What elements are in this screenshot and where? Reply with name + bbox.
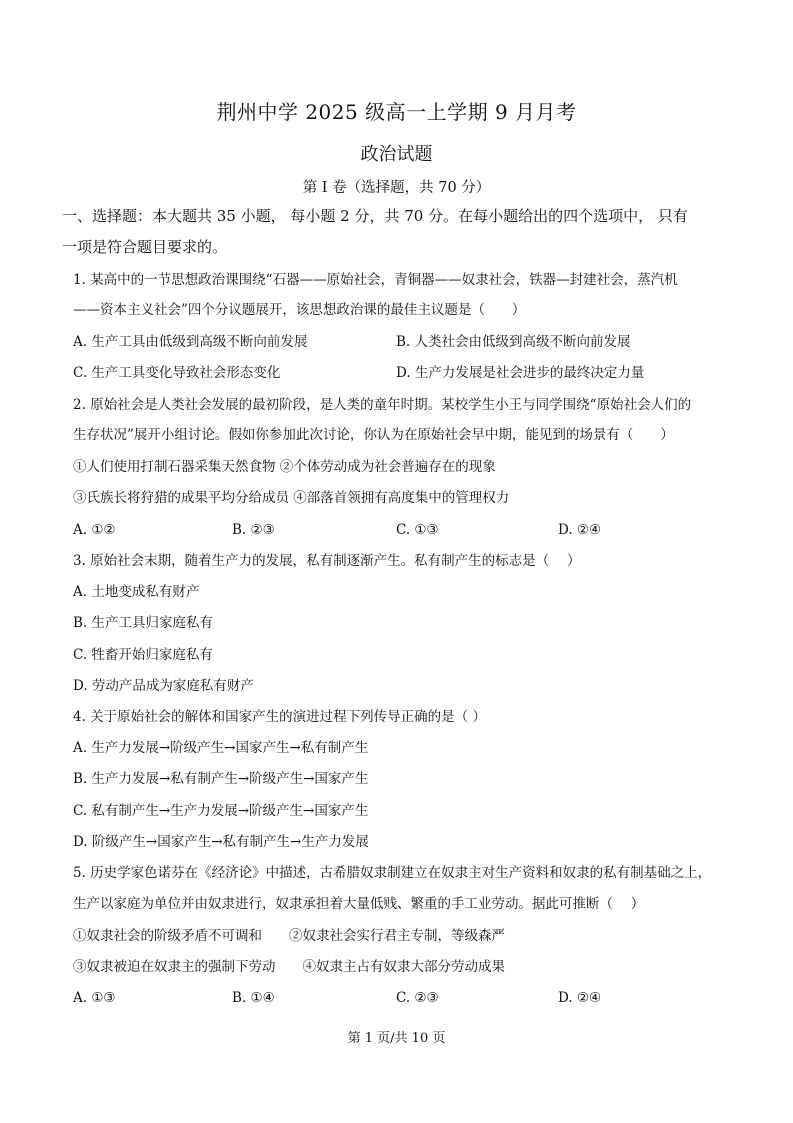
q2-stem-line2: 生存状况”展开小组讨论。假如你参加此次讨论，你认为在原始社会早中期，能见到的场景有（ ） — [73, 427, 674, 443]
q5-option-c: C. ②③ — [396, 990, 439, 1006]
volume-heading: 第 I 卷（选择题，共 70 分） — [302, 180, 491, 196]
q1-stem-line1: 1. 某高中的一节思想政治课围绕“石器——原始社会，青铜器——奴隶社会，铁器—封建社会，蒸汽机 — [73, 272, 678, 288]
q2-stem-line1: 2. 原始社会是人类社会发展的最初阶段，是人类的童年时期。某校学生小王与同学围绕“原始社会人们的 — [73, 397, 692, 413]
q4-stem: 4. 关于原始社会的解体和国家产生的演进过程下列传导正确的是（ ） — [73, 709, 486, 725]
q1-option-d: D. 生产力发展是社会进步的最终决定力量 — [396, 365, 645, 381]
q2-option-a: A. ①② — [73, 522, 116, 538]
section-instructions-line1: 一、选择题：本大题共 35 小题， 每小题 2 分，共 70 分。在每小题给出的四个选项中， 只有 — [62, 207, 688, 225]
q1-option-b: B. 人类社会由低级到高级不断向前发展 — [396, 334, 631, 350]
q5-stem-line1: 5. 历史学家色诺芬在《经济论》中描述，古希腊奴隶制建立在奴隶主对生产资料和奴隶的私有制基础之上， — [73, 865, 712, 881]
page-title: 荆州中学 2025 级高一上学期 9 月月考 — [216, 100, 577, 124]
q3-stem: 3. 原始社会末期，随着生产力的发展，私有制逐渐产生。私有制产生的标志是（ ） — [73, 553, 581, 569]
q1-option-c: C. 生产工具变化导致社会形态变化 — [73, 365, 281, 381]
q5-statements-line1: ①奴隶社会的阶级矛盾不可调和 ②奴隶社会实行君主专制，等级森严 — [73, 928, 505, 944]
q5-option-b: B. ①④ — [232, 990, 275, 1006]
q2-option-c: C. ①③ — [396, 522, 439, 538]
q5-stem-line2: 生产以家庭为单位并由奴隶进行，奴隶承担着大量低贱、繁重的手工业劳动。据此可推断（ ） — [73, 896, 645, 912]
q1-stem-line2: ——资本主义社会”四个分议题展开，该思想政治课的最佳主议题是（ ） — [73, 302, 526, 318]
q4-option-c: C. 私有制产生→生产力发展→阶级产生→国家产生 — [73, 803, 369, 819]
q3-option-d: D. 劳动产品成为家庭私有财产 — [73, 678, 254, 694]
q4-option-a: A. 生产力发展→阶级产生→国家产生→私有制产生 — [73, 740, 369, 756]
q2-statements-line2: ③氏族长将狩猎的成果平均分给成员 ④部落首领拥有高度集中的管理权力 — [73, 490, 510, 506]
q3-option-a: A. 土地变成私有财产 — [73, 584, 200, 600]
q5-option-a: A. ①③ — [73, 990, 116, 1006]
q4-option-b: B. 生产力发展→私有制产生→阶级产生→国家产生 — [73, 771, 369, 787]
q3-option-b: B. 生产工具归家庭私有 — [73, 615, 214, 631]
q4-option-d: D. 阶级产生→国家产生→私有制产生→生产力发展 — [73, 834, 369, 850]
page-number: 第 1 页/共 10 页 — [347, 1031, 446, 1046]
q3-option-c: C. 牲畜开始归家庭私有 — [73, 647, 213, 663]
q2-statements-line1: ①人们使用打制石器采集天然食物 ②个体劳动成为社会普遍存在的现象 — [73, 459, 496, 475]
q2-option-d: D. ②④ — [558, 522, 602, 538]
q5-option-d: D. ②④ — [558, 990, 602, 1006]
section-instructions-line2: 一项是符合题目要求的。 — [62, 238, 228, 256]
q5-statements-line2: ③奴隶被迫在奴隶主的强制下劳动 ④奴隶主占有奴隶大部分劳动成果 — [73, 959, 505, 975]
q1-option-a: A. 生产工具由低级到高级不断向前发展 — [73, 334, 308, 350]
subject-title: 政治试题 — [360, 144, 433, 165]
q2-option-b: B. ②③ — [232, 522, 275, 538]
